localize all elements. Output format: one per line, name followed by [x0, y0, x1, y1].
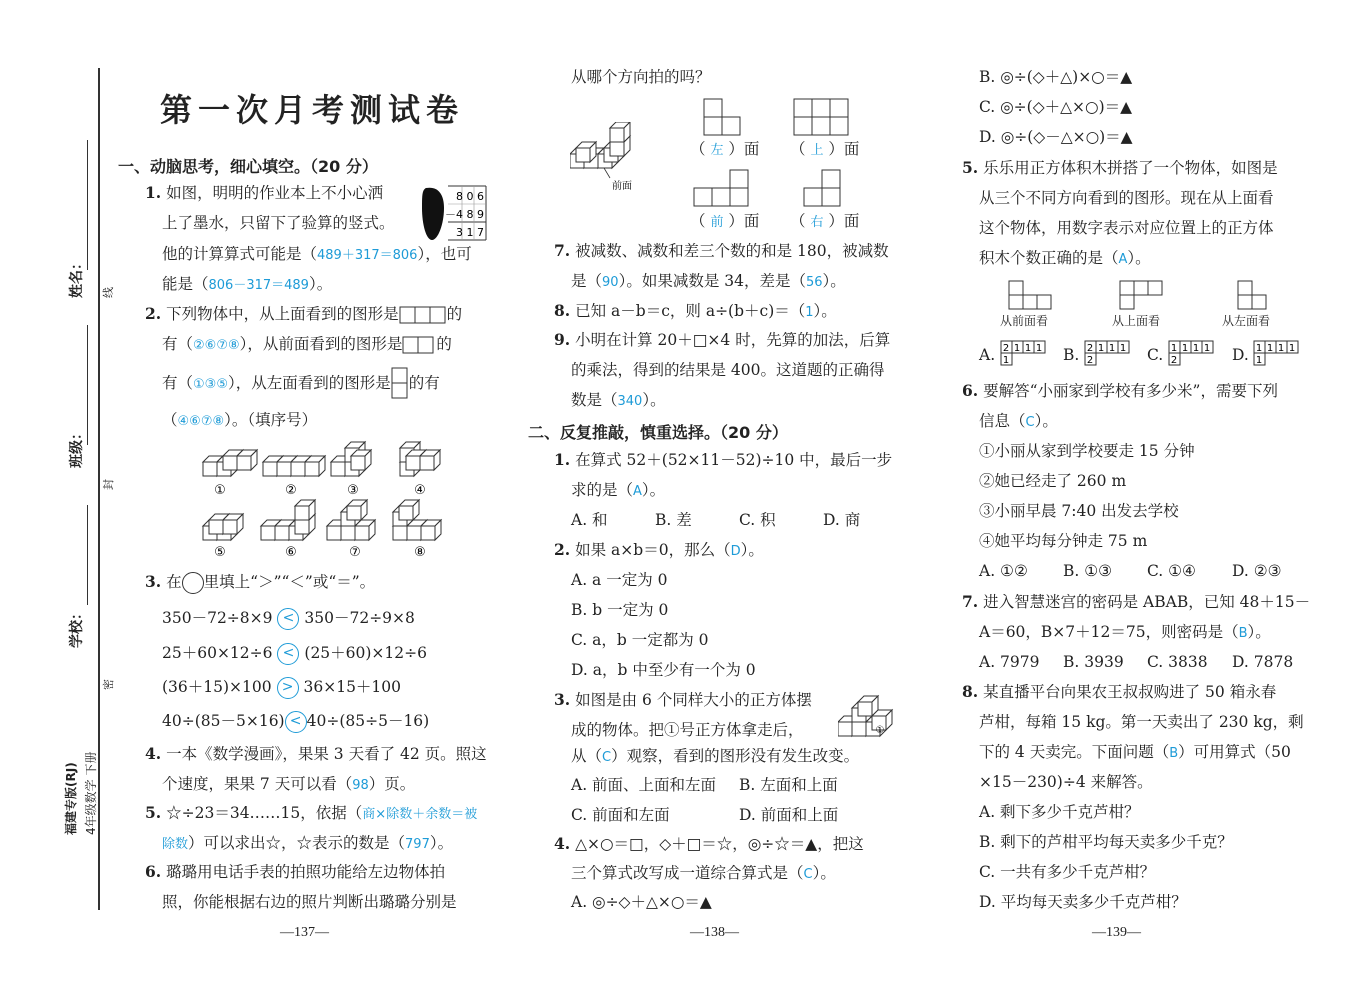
- svg-text:1: 1: [1181, 343, 1189, 354]
- c5-line2: 从三个不同方向看到的图形。现在从上面看: [979, 189, 1274, 207]
- q4-line1: 4. 一本《数学漫画》，果果 3 天看了 42 页。照这: [145, 744, 487, 763]
- q9-line1: 9. 小明在计算 20＋□×4 时，先算的加法，后算: [554, 330, 891, 349]
- q7-line1: 7. 被减数、减数和差三个数的和是 180，被减数: [554, 241, 889, 260]
- vertical-square-icon: [391, 367, 409, 401]
- svg-text:1: 1: [1119, 343, 1127, 354]
- c3-opt-a: A. 前面、上面和左面: [571, 776, 717, 794]
- q6-object-figure: [570, 122, 642, 192]
- seal-mi: 密: [102, 679, 115, 690]
- school-label: 学校：: [69, 606, 85, 648]
- page-number-138: —138—: [690, 925, 739, 940]
- c4-opt-d: D. ◎÷(◇－△×○)＝▲: [979, 128, 1133, 146]
- c4-line1: 4. △×○＝□，◇＋□＝☆，◎÷☆＝▲，把这: [554, 834, 864, 853]
- view-right-photo: [803, 169, 843, 207]
- c8-line2: 芦柑，每箱 15 kg。第一天卖出了 230 kg，剩: [979, 713, 1304, 731]
- c1-opt-c: C. 积: [739, 511, 776, 529]
- c3-line3: 从（C）观察，看到的图形没有发生改变。: [571, 747, 860, 765]
- view-top-photo: [793, 98, 851, 136]
- svg-text:2: 2: [1086, 355, 1094, 366]
- q1-calc-figure: [420, 184, 488, 242]
- svg-text:1: 1: [1255, 355, 1263, 366]
- figure-2: [263, 456, 325, 476]
- c3-opt-b: B. 左面和上面: [739, 776, 838, 794]
- view-front-photo: [693, 169, 751, 207]
- figure-label-5: ⑤: [214, 545, 226, 560]
- c5-opt-d: D.: [1232, 346, 1249, 364]
- c7-opt-c: C. 3838: [1147, 653, 1208, 671]
- svg-text:1: 1: [1024, 343, 1032, 354]
- figure-label-4: ④: [414, 483, 426, 498]
- c6-line1: 6. 要解答“小丽家到学校有多少米”，需要下列: [962, 381, 1278, 400]
- c2-opt-d: D. a，b 中至少有一个为 0: [571, 661, 756, 679]
- c5-front-view: [1008, 280, 1054, 310]
- c6-opt-d: D. ②③: [1232, 562, 1282, 580]
- q3-row-2: 25＋60×12÷6 < (25＋60)×12÷6: [162, 638, 427, 668]
- c3-line1: 3. 如图是由 6 个同样大小的正方体摆: [554, 690, 812, 709]
- c6-opt-c: C. ①④: [1147, 562, 1196, 580]
- page-title: 第一次月考测试卷: [160, 91, 465, 129]
- c1-opt-b: B. 差: [655, 511, 692, 529]
- c5-view-label-front: 从前面看: [1000, 314, 1049, 328]
- c1-opt-a: A. 和: [571, 511, 608, 529]
- view-left-photo: [703, 98, 743, 136]
- c2-line1: 2. 如果 a×b＝0，那么（D）。: [554, 540, 764, 559]
- c5-view-label-top: 从上面看: [1112, 314, 1161, 328]
- figure-8: [393, 500, 441, 540]
- c5-line1: 5. 乐乐用正方体积木拼搭了一个物体，如图是: [962, 158, 1278, 177]
- c3-opt-c: C. 前面和左面: [571, 806, 670, 824]
- svg-text:1: 1: [1013, 343, 1021, 354]
- figure-label-7: ⑦: [349, 545, 361, 560]
- book-series: 福建专版(RJ): [64, 762, 78, 835]
- seal-feng: 封: [102, 479, 115, 490]
- c3-cube-figure: [838, 690, 900, 738]
- q5-line1: 5. ☆÷23＝34……15，依据（商×除数＋余数＝被: [145, 803, 478, 822]
- figure-label-1: ①: [214, 483, 226, 498]
- c5-left-view: [1237, 280, 1269, 310]
- c5-grid-b: [1084, 340, 1132, 368]
- c5-top-view: [1119, 280, 1165, 310]
- c4-opt-a: A. ◎÷◇＋△×○＝▲: [571, 893, 712, 911]
- c1-opt-d: D. 商: [823, 511, 861, 529]
- figure-label-8: ⑧: [414, 545, 426, 560]
- svg-text:1: 1: [1170, 343, 1178, 354]
- c4-opt-b: B. ◎÷(◇＋△)×○＝▲: [979, 68, 1133, 86]
- svg-text:1: 1: [1035, 343, 1043, 354]
- c5-line3: 这个物体，用数字表示对应位置上的正方体: [979, 219, 1274, 237]
- q5-line2: 除数）可以求出☆，☆表示的数是（797）。: [162, 834, 454, 852]
- q2-line2: 有（②⑥⑦⑧），从前面看到的图形是 的: [162, 335, 452, 353]
- book-grade: 4年级数学 下册: [84, 751, 98, 835]
- c7-opt-d: D. 7878: [1232, 653, 1294, 671]
- q2-line1: 2. 下列物体中，从上面看到的图形是 的: [145, 304, 463, 323]
- figure-1: [203, 450, 257, 476]
- c3-opt-d: D. 前面和上面: [739, 806, 839, 824]
- page-number-137: —137—: [280, 925, 329, 940]
- q1-line2: 上了墨水，只留下了验算的竖式。: [162, 214, 395, 232]
- q9-line2: 的乘法，得到的结果是 400。这道题的正确得: [571, 361, 885, 379]
- ink-blot: [422, 188, 444, 240]
- c5-grid-d: [1253, 340, 1301, 368]
- c6-opt-b: B. ①③: [1063, 562, 1113, 580]
- c5-view-label-left: 从左面看: [1222, 314, 1271, 328]
- c5-opt-b: B.: [1063, 346, 1080, 364]
- q6-answer-front: （ 前 ）面: [690, 212, 760, 230]
- svg-text:1: 1: [1203, 343, 1211, 354]
- c6-opt-a: A. ①②: [979, 562, 1028, 580]
- seal-line: 线: [102, 287, 115, 298]
- section2-heading: 二、反复推敲，慎重选择。（20 分）: [528, 423, 788, 442]
- q2-line3: 有（①③⑤），从左面看到的图形是 的有: [162, 367, 440, 401]
- section1-heading: 一、动脑思考，细心填空。（20 分）: [118, 157, 378, 176]
- figure-5: [203, 514, 243, 540]
- school-underline: [87, 505, 88, 605]
- q6-line2: 照，你能根据右边的照片判断出璐璐分别是: [162, 893, 457, 911]
- c2-opt-c: C. a，b 一定都为 0: [571, 631, 709, 649]
- svg-text:1: 1: [1288, 343, 1296, 354]
- q3-row-1: 350－72÷8×9 < 350－72÷9×8: [162, 603, 415, 633]
- front-label: 前面: [612, 181, 632, 192]
- class-underline: [87, 325, 88, 445]
- c8-opt-b: B. 剩下的芦柑平均每天卖多少千克？: [979, 833, 1233, 851]
- c6-info-4: ④她平均每分钟走 75 m: [979, 532, 1148, 550]
- c1-line1: 1. 在算式 52＋(52×11－52)÷10 中，最后一步: [554, 450, 893, 469]
- c5-opt-a: A.: [979, 346, 996, 364]
- calc-row1: 8 0 6: [456, 190, 484, 203]
- q1-line1: 1. 如图，明明的作业本上不小心洒: [145, 183, 384, 202]
- name-underline: [87, 140, 88, 270]
- c8-line1: 8. 某直播平台向果农王叔叔购进了 50 箱永春: [962, 682, 1277, 701]
- svg-text:1: 1: [1097, 343, 1105, 354]
- c8-opt-d: D. 平均每天卖多少千克芦柑？: [979, 893, 1187, 911]
- c8-opt-a: A. 剩下多少千克芦柑？: [979, 803, 1140, 821]
- c7-opt-b: B. 3939: [1063, 653, 1124, 671]
- q1-line4: 能是（806－317＝489）。: [162, 275, 333, 293]
- svg-text:1: 1: [1108, 343, 1116, 354]
- calc-row3: 3 1 7: [456, 226, 484, 239]
- c7-line1: 7. 进入智慧迷宫的密码是 ABAB，已知 48＋15－: [962, 592, 1311, 611]
- c8-line3: 下的 4 天卖完。下面问题（B）可用算式（50: [979, 743, 1291, 761]
- c2-opt-b: B. b 一定为 0: [571, 601, 669, 619]
- c5-opt-c: C.: [1147, 346, 1164, 364]
- c4-line2: 三个算式改写成一道综合算式是（C）。: [571, 864, 836, 882]
- q7-line2: 是（90）。如果减数是 34，差是（56）。: [571, 272, 846, 290]
- three-square-icon: [399, 306, 447, 324]
- c5-grid-c: [1168, 340, 1216, 368]
- q3-row-3: (36＋15)×100 > 36×15＋100: [162, 672, 401, 702]
- q2-cube-figures: [195, 438, 455, 563]
- q2-line4: （④⑥⑦⑧）。（填序号）: [162, 411, 318, 429]
- c6-info-3: ③小丽早晨 7:40 出发去学校: [979, 502, 1179, 520]
- name-label: 姓名：: [69, 256, 85, 298]
- q3-line1: 3. 在 里填上“＞”“＜”或“＝”。: [145, 567, 375, 597]
- q8-line1: 8. 已知 a－b＝c，则 a÷(b＋c)＝（1）。: [554, 301, 837, 320]
- c5-line4: 积木个数正确的是（A）。: [979, 249, 1151, 267]
- svg-text:1: 1: [1277, 343, 1285, 354]
- figure-label-2: ②: [285, 483, 297, 498]
- c3-line2: 成的物体。把①号正方体拿走后，: [571, 721, 804, 739]
- calc-row2: －4 8 9: [445, 208, 484, 221]
- figure-label-6: ⑥: [285, 545, 297, 560]
- c7-line2: A＝60，B×7＋12＝75，则密码是（B）。: [979, 623, 1271, 641]
- page-number-139: —139—: [1092, 925, 1141, 940]
- c1-line2: 求的是（A）。: [571, 481, 666, 499]
- c8-line4: ×15－230)÷4 来解答。: [979, 773, 1153, 791]
- q3-row-4: 40÷(85－5×16) < 40÷(85÷5－16): [162, 706, 429, 736]
- class-label: 班级：: [69, 426, 85, 468]
- svg-text:1: 1: [1002, 355, 1010, 366]
- svg-text:1: 1: [1192, 343, 1200, 354]
- c3-mark: ①: [875, 725, 885, 736]
- q6-answer-left: （ 左 ）面: [690, 140, 760, 158]
- q1-line3: 他的计算算式可能是（489＋317＝806），也可: [162, 245, 472, 263]
- two-square-icon: [402, 336, 436, 354]
- c6-info-1: ①小丽从家到学校要走 15 分钟: [979, 442, 1195, 460]
- c2-opt-a: A. a 一定为 0: [571, 571, 668, 589]
- q6-line3: 从哪个方向拍的吗？: [571, 68, 711, 86]
- q6-answer-right: （ 右 ）面: [790, 212, 860, 230]
- svg-text:2: 2: [1086, 343, 1094, 354]
- figure-7: [327, 500, 375, 540]
- c4-opt-c: C. ◎÷(◇＋△×○)＝▲: [979, 98, 1133, 116]
- figure-6: [261, 500, 315, 540]
- c8-opt-c: C. 一共有多少千克芦柑？: [979, 863, 1156, 881]
- q6-answer-top: （ 上 ）面: [790, 140, 860, 158]
- svg-text:1: 1: [1266, 343, 1274, 354]
- c6-line2: 信息（C）。: [979, 412, 1058, 430]
- q6-line1: 6. 璐璐用电话手表的拍照功能给左边物体拍: [145, 862, 446, 881]
- figure-4: [400, 442, 440, 476]
- figure-label-3: ③: [347, 483, 359, 498]
- figure-3: [331, 442, 371, 476]
- c7-opt-a: A. 7979: [979, 653, 1040, 671]
- svg-text:2: 2: [1002, 343, 1010, 354]
- q4-line2: 个速度，果果 7 天可以看（98）页。: [162, 775, 416, 793]
- empty-circle-icon: [182, 572, 204, 594]
- c6-info-2: ②她已经走了 260 m: [979, 472, 1127, 490]
- svg-text:2: 2: [1170, 355, 1178, 366]
- q9-line3: 数是（340）。: [571, 391, 666, 409]
- c5-grid-a: [1000, 340, 1048, 368]
- svg-text:1: 1: [1255, 343, 1263, 354]
